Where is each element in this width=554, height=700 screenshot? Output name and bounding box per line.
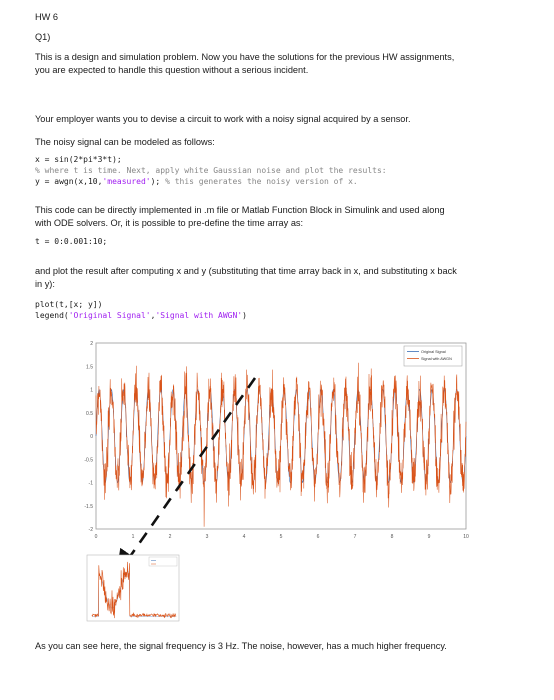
x-tick-label: 0 <box>94 534 98 540</box>
hw-title: HW 6 <box>35 12 58 22</box>
x-tick-label: 7 <box>353 534 357 540</box>
para2-line-2: with ODE solvers. Or, it is possible to pre-define the time array as: <box>35 218 304 228</box>
legend-label: Signal with AWGN <box>421 357 452 361</box>
para3-line-1: and plot the result after computing x and y (substituting that time array back in x, and substituting x back <box>35 266 457 276</box>
code-line-x: x = sin(2*pi*3*t); <box>35 155 122 164</box>
employer-line: Your employer wants you to devise a circuit to work with a noisy signal acquired by a sensor. <box>35 114 411 124</box>
model-line: The noisy signal can be modeled as follows: <box>35 137 215 147</box>
code-line-comment: % where t is time. Next, apply white Gaussian noise and plot the results: <box>35 166 387 175</box>
code-time-array: t = 0:0.001:10; <box>35 237 108 246</box>
code-line-y: y = awgn(x,10,'measured'); % this generates the noisy version of x. <box>35 177 358 186</box>
para3-line-2: in y): <box>35 279 55 289</box>
arrow-line <box>122 378 255 568</box>
x-tick-label: 9 <box>427 534 431 540</box>
y-tick-label: 1 <box>90 387 93 394</box>
y-tick-label: 0 <box>90 434 93 440</box>
x-tick-label: 2 <box>168 534 172 540</box>
x-tick-label: 5 <box>279 534 283 540</box>
intro-line-1: This is a design and simulation problem. Now you have the solutions for the previous HW assignments, <box>35 52 455 62</box>
code-legend: legend('Original Signal','Signal with AWGN') <box>35 311 247 320</box>
x-tick-label: 6 <box>316 534 320 540</box>
y-tick-label: -2 <box>88 527 93 533</box>
y-tick-label: 1.5 <box>86 364 93 371</box>
code-plot: plot(t,[x; y]) <box>35 300 103 309</box>
zoom-legend <box>149 557 177 566</box>
legend-label: Original Signal <box>421 350 446 354</box>
intro-line-2: you are expected to handle this question without a serious incident. <box>35 65 309 75</box>
y-tick-label: -1.5 <box>84 503 93 510</box>
x-tick-label: 10 <box>463 534 469 540</box>
zoom-legend-box <box>149 557 177 566</box>
question-label: Q1) <box>35 32 51 42</box>
x-tick-label: 3 <box>205 534 209 540</box>
x-tick-label: 1 <box>131 534 135 540</box>
y-tick-label: -1 <box>88 480 93 487</box>
y-tick-label: -0.5 <box>84 457 93 464</box>
x-tick-label: 4 <box>242 534 246 540</box>
x-tick-label: 8 <box>390 534 394 540</box>
zoomed-signal-chart <box>86 553 182 623</box>
dashed-arrow <box>100 370 270 580</box>
para2-line-1: This code can be directly implemented in .m file or Matlab Function Block in Simulink and used along <box>35 205 445 215</box>
closing-line: As you can see here, the signal frequency is 3 Hz. The noise, however, has a much higher frequency. <box>35 641 447 651</box>
legend-box <box>404 346 462 366</box>
y-tick-label: 2 <box>90 341 93 347</box>
chart-legend <box>404 346 462 366</box>
y-tick-label: 0.5 <box>86 410 93 417</box>
